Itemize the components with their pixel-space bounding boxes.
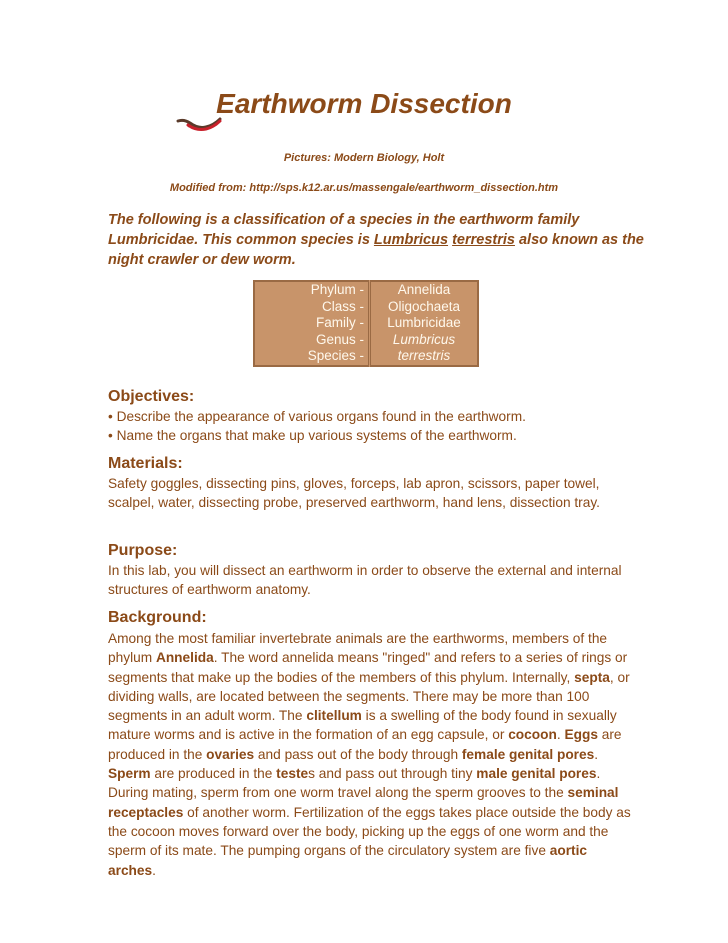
bg-text: , or dividing walls, are located between the segments. There may be more than 100 segments in an adult worm. The [108, 669, 630, 724]
rank-cell: Family - [254, 315, 370, 332]
term-sperm: Sperm [108, 766, 151, 782]
background-text [108, 629, 633, 880]
rank-cell: Class - [254, 299, 370, 316]
term-septa: septa [574, 669, 610, 685]
term-seminal-receptacles: seminal receptacles [108, 785, 619, 820]
term-male-genital-pores: male genital pores [476, 766, 597, 782]
value-cell: Oligochaeta [387, 298, 461, 314]
objectives-heading: Objectives: [108, 388, 195, 405]
classification-table [253, 280, 479, 367]
rank-cell: Genus - [254, 332, 370, 349]
table-row [254, 348, 478, 366]
source-credit: Modified from: http://sps.k12.ar.us/massengale/earthworm_dissection.htm [169, 182, 559, 194]
intro-paragraph [108, 210, 648, 270]
term-ovaries: ovaries [206, 746, 255, 762]
bg-text: is a swelling of the body found in sexually mature worms and is active in the formation of an egg capsule, or [108, 708, 617, 743]
bg-text: s and pass out through tiny [308, 766, 477, 782]
page-title: Earthworm Dissection [216, 88, 512, 119]
value-cell: Annelida [397, 282, 451, 297]
bg-text: . During mating, sperm from one worm travel along the sperm grooves to the [108, 766, 601, 801]
list-item: • Describe the appearance of various organs found in the earthworm. [108, 409, 526, 424]
materials-text: Safety goggles, dissecting pins, gloves, forceps, lab apron, scissors, paper towel, scalpel, water, dissecting probe, preserved earthworm, hand lens, dissection tray. [108, 476, 600, 511]
background-heading: Background: [108, 609, 207, 626]
term-clitellum: clitellum [306, 708, 362, 724]
value-cell: terrestris [397, 348, 451, 363]
term-annelida: Annelida [155, 650, 214, 666]
bg-text: are produced in the [150, 766, 277, 782]
list-item: • Name the organs that make up various systems of the earthworm. [108, 428, 517, 444]
species-name: terrestris [452, 232, 515, 248]
term-eggs: Eggs [564, 727, 598, 743]
intro-text-end: also known as the night crawler or dew worm. [108, 232, 644, 268]
rank-cell: Phylum - [254, 281, 370, 299]
term-female-genital-pores: female genital pores [461, 746, 595, 762]
table-row [254, 332, 478, 349]
rank-cell: Species - [254, 348, 370, 366]
table-row [254, 315, 478, 332]
term-testes: teste [276, 766, 309, 782]
earthworm-icon [176, 115, 224, 135]
value-cell: Lumbricidae [387, 315, 461, 330]
table-row [254, 281, 478, 299]
bg-text: . [556, 727, 565, 743]
term-cocoon: cocoon [508, 727, 557, 743]
materials-heading: Materials: [108, 455, 183, 472]
bg-text: . [594, 746, 599, 762]
genus-name: Lumbricus [373, 232, 449, 248]
table-row [254, 299, 478, 316]
bg-text: are produced in the [108, 727, 622, 762]
term-aortic-arches: aortic arches [108, 843, 588, 878]
bg-text: Among the most familiar invertebrate animals are the earthworms, members of the phylum [108, 631, 608, 666]
purpose-text: In this lab, you will dissect an earthworm in order to observe the external and internal structures of earthworm anatomy. [108, 563, 622, 598]
intro-text: The following is a classification of a species in the earthworm family Lumbricidae. This common species is [108, 212, 580, 248]
bg-text: of another worm. Fertilization of the eggs takes place outside the body as the cocoon moves forward over the body, picking up the eggs of one worm and the sperm of its mate. The pumping organs of the circulatory system are five [108, 804, 631, 859]
pictures-credit: Pictures: Modern Biology, Holt [283, 152, 445, 164]
bg-text: . [152, 862, 156, 878]
objectives-list [108, 407, 668, 446]
bg-text: . The word annelida means "ringed" and refers to a series of rings or segments that make up the bodies of the members of this phylum. Internally, [108, 650, 628, 685]
value-cell: Lumbricus [392, 331, 456, 347]
purpose-heading: Purpose: [108, 542, 178, 559]
bg-text: and pass out of the body through [254, 746, 462, 762]
